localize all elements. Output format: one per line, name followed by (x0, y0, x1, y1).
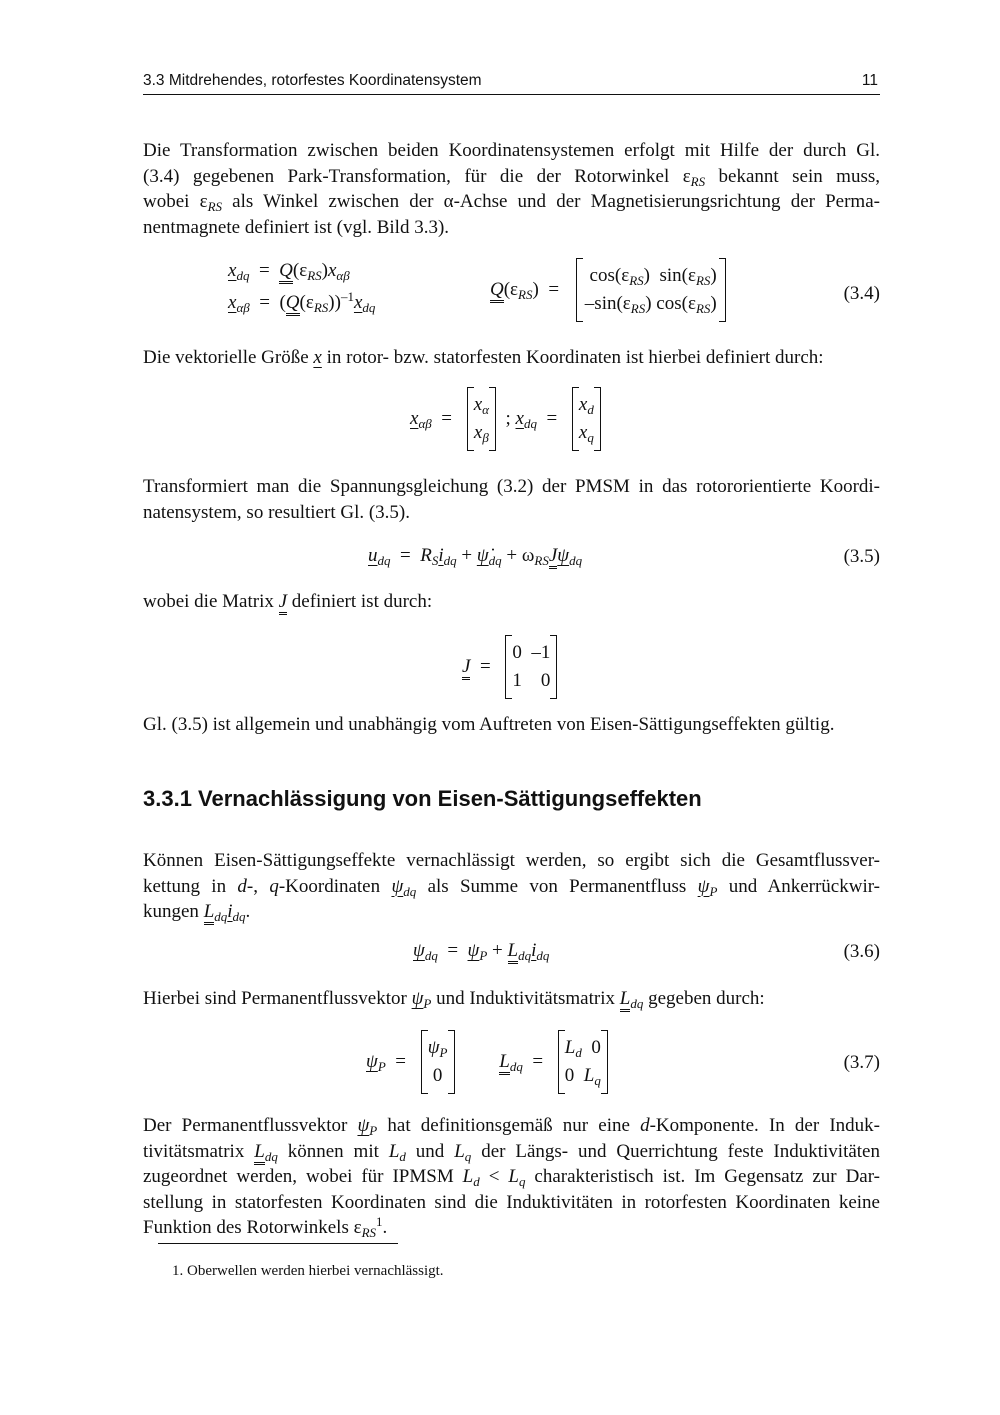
paragraph-saturation: Können Eisen-Sättigungseffekte vernachlässigt werden, so ergibt sich die Gesamtflussver- kettung in d-, q-Koordinaten $\psi_{dq}$ als Summe von Permanentfluss $\psi_P$ und Ankerrückwir- kungen $L_{dq}i_{dq}$. (143, 850, 881, 924)
equation-3-5: $u_{dq} = R_Si_{dq}$ + $\psi̇_{dq} + \omega_{RS}J\psi_{dq}$ (368, 545, 583, 568)
paragraph-voltage-transform: Transformiert man die Spannungsgleichung (3.2) der PMSM in das rotororientierte Koordi- natensystem, so resultiert Gl. (3.5). (143, 476, 880, 523)
equation-vector-components: $x_{\alpha\beta}$ = $x_\alpha$ $x_\beta$ ; $x_{dq}$ = $x_d$ $x_q$ (410, 387, 601, 451)
equation-number-3-4: (3.4) (843, 283, 880, 304)
section-heading: 3.3.1 Vernachlässigung von Eisen-Sättigungseffekten (143, 786, 702, 811)
paragraph-intro: Die Transformation zwischen beiden Koordinatensystemen erfolgt mit Hilfe der durch Gl. (3.4) gegebenen Park-Transformation, für die der Rotorwinkel $\varepsilon_{RS}$ bekannt sein muss, wobei $\varepsilon_{RS}$ als Winkel zwischen der α-Achse und der Magnetisierungsrichtung der Perma- nentmagnete definiert ist (vgl. Bild 3.3). (143, 140, 880, 238)
equation-3-4-matrix: $Q(\varepsilon_{RS})$ = $\cos(\varepsilon_{RS})$ $\sin(\varepsilon_{RS})$ $-\sin(\varepsilon_{RS})$ $\cos(\varepsilon_{RS})$ (490, 258, 726, 322)
equation-number-3-5: (3.5) (843, 546, 880, 567)
equation-number-3-6: (3.6) (843, 941, 880, 962)
paragraph-inductance: Der Permanentflussvektor $\psi_P$ hat definitionsgemäß nur eine d-Komponente. In der Induk- tivitätsmatrix $L_{dq}$ können mit $L_d$ und $L_q$ der Längs- und Querrichtung feste Induktivitäten zugeordnet werden, wobei für IPMSM $L_d < L_q$ charakteristisch ist. Im Gegensatz zur Dar- stellung in statorfesten Koordinaten sind die Induktivitäten in rotorfesten Koordinaten keine Funktion des Rotorwinkels $\varepsilon_{RS}^1$. (143, 1115, 881, 1240)
equation-3-4-left: $x_{dq} = Q(\varepsilon_{RS})x_{\alpha\beta}$ $x_{\alpha\beta} = (Q(\varepsilon_{RS}))^{-1}x_{dq}$ (228, 260, 376, 315)
footnote: 1. Oberwellen werden hierbei vernachlässigt. (172, 1263, 444, 1279)
page-header (143, 72, 880, 95)
paragraph-matrix-j: wobei die Matrix J definiert ist durch: (143, 589, 880, 615)
equation-3-6: $\psi_{dq} = \psi_P + L_{dq}i_{dq}$ (413, 940, 550, 963)
equation-matrix-j: J = 0 –1 1 0 (462, 635, 557, 699)
paragraph-permanent-flux: Hierbei sind Permanentflussvektor $\psi_P$ und Induktivitätsmatrix $L_{dq}$ gegeben durch: (143, 988, 765, 1011)
page-number: 11 (861, 72, 878, 89)
equation-3-7: $\psi_P$ = $\psi_P$ 0 $L_{dq}$ = $L_d$ 0 0 $L_q$ (366, 1030, 608, 1094)
running-title: 3.3 Mitdrehendes, rotorfestes Koordinatensystem (143, 72, 482, 89)
paragraph-validity: Gl. (3.5) ist allgemein und unabhängig vom Auftreten von Eisen-Sättigungseffekten gültig. (143, 714, 835, 735)
paragraph-vector-definition: Die vektorielle Größe x in rotor- bzw. statorfesten Koordinaten ist hierbei definiert durch: (143, 347, 824, 368)
equation-number-3-7: (3.7) (843, 1052, 880, 1073)
footnote-rule (158, 1243, 398, 1244)
